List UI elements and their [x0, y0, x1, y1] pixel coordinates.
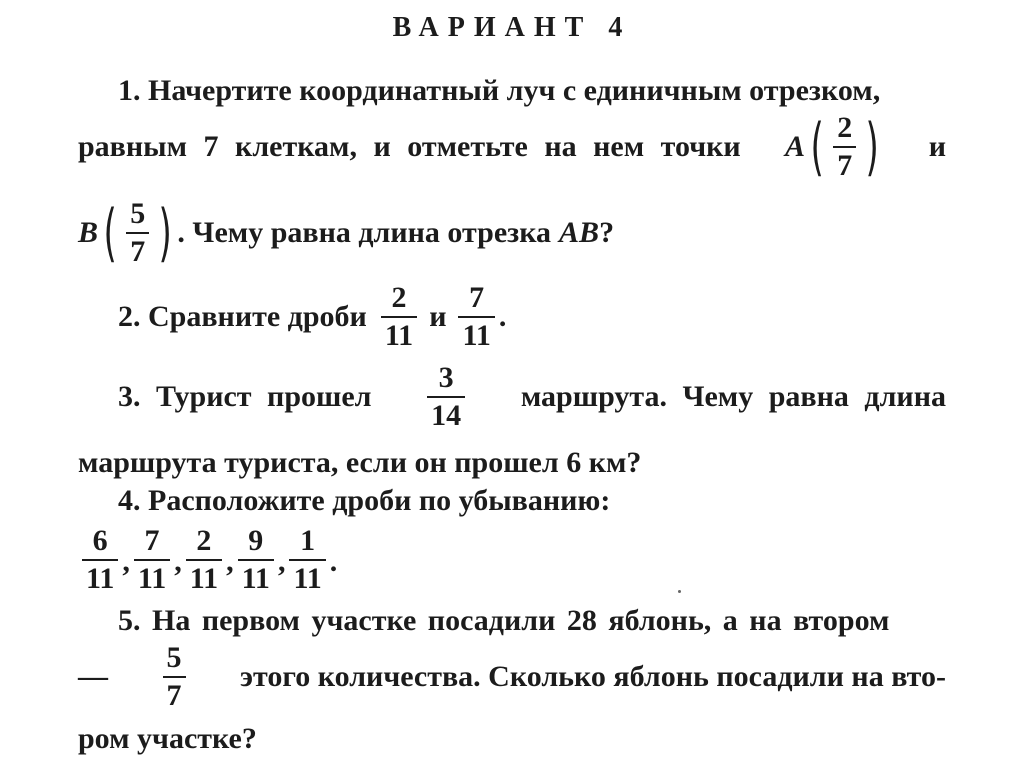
fraction-a	[833, 113, 856, 181]
task2-line	[118, 272, 946, 362]
task4-fraction-2-numerator: 7	[144, 524, 160, 557]
point-a-label: A	[785, 130, 806, 163]
task4-fraction-5-denominator: 11	[289, 559, 325, 594]
fraction-b	[126, 199, 149, 267]
task1-text-3: . Чему равна длина отрезка	[177, 216, 552, 249]
task2-fraction-1	[381, 283, 417, 351]
task2-fraction-1-numerator: 2	[391, 281, 407, 314]
fraction-b-denominator: 7	[126, 232, 149, 267]
task3-start: 3. Турист прошел	[118, 380, 372, 413]
task3-rest: маршрута. Чему равна длина	[520, 380, 946, 413]
task3-fraction-denominator: 14	[427, 396, 465, 431]
task5-line3	[78, 694, 946, 784]
task1-line2	[78, 102, 946, 192]
task5-fraction-denominator: 7	[163, 676, 186, 711]
paren-left-icon: (	[103, 196, 117, 269]
task5-text-2: этого количества. Сколько яблонь посадили на вто-	[240, 660, 946, 693]
task2-fraction-2-numerator: 7	[469, 281, 485, 314]
task5-fraction-numerator: 5	[166, 641, 182, 674]
fraction-a-denominator: 7	[833, 146, 856, 181]
fraction-a-numerator: 2	[837, 111, 853, 144]
task5-text-1: 5. На первом участке посадили 28 яблонь, а на втором	[118, 604, 890, 637]
paren-right-icon: )	[158, 196, 172, 269]
task4-end: .	[329, 545, 338, 578]
task4-sep-4: ,	[277, 545, 286, 578]
point-a	[785, 110, 884, 183]
paren-left-icon: (	[810, 110, 824, 183]
task1-text-2: равным 7 клеткам, и отметьте на нем точки	[78, 130, 741, 163]
task2-fraction-2-denominator: 11	[458, 316, 494, 351]
task2-text: 2. Сравните дроби	[118, 300, 367, 333]
task2-fraction-1-denominator: 11	[381, 316, 417, 351]
point-b-label: B	[78, 216, 99, 249]
task4-fraction-1-denominator: 11	[82, 559, 118, 594]
task4-sep-1: ,	[122, 545, 130, 578]
task4-sep-3: ,	[226, 545, 234, 578]
task3-text-2: маршрута туриста, если он прошел 6 км?	[78, 446, 642, 479]
task1-line3	[78, 188, 946, 278]
fraction-b-numerator: 5	[130, 197, 146, 230]
page-title: ВАРИАНТ 4	[392, 12, 632, 43]
task4-fraction-3-numerator: 2	[196, 524, 212, 557]
task1-question-mark: ?	[599, 216, 615, 249]
task5-dash: —	[78, 660, 108, 693]
task4-sep-2: ,	[174, 545, 182, 578]
task4-fraction-4-numerator: 9	[248, 524, 264, 557]
point-b	[78, 196, 177, 269]
task5-text-3: ром участке?	[78, 722, 257, 755]
task3-fraction-numerator: 3	[438, 361, 454, 394]
task4-fraction-2-denominator: 11	[134, 559, 170, 594]
task2-and: и	[429, 300, 447, 333]
task1-and: и	[928, 130, 946, 163]
task2-fraction-2	[458, 283, 494, 351]
task4-text: 4. Расположите дроби по убыванию:	[118, 484, 611, 517]
task2-end: .	[498, 300, 507, 333]
segment-ab: AB	[559, 216, 600, 249]
task4-fraction-5-numerator: 1	[300, 524, 316, 557]
task4-fraction-1-numerator: 6	[92, 524, 108, 557]
paren-right-icon: )	[865, 110, 879, 183]
task4-fraction-4-denominator: 11	[238, 559, 274, 594]
task1-text-1: 1. Начертите координатный луч с единичным отрезком,	[118, 74, 881, 107]
task4-fraction-3-denominator: 11	[186, 559, 222, 594]
task4-fraction-1	[82, 526, 118, 594]
